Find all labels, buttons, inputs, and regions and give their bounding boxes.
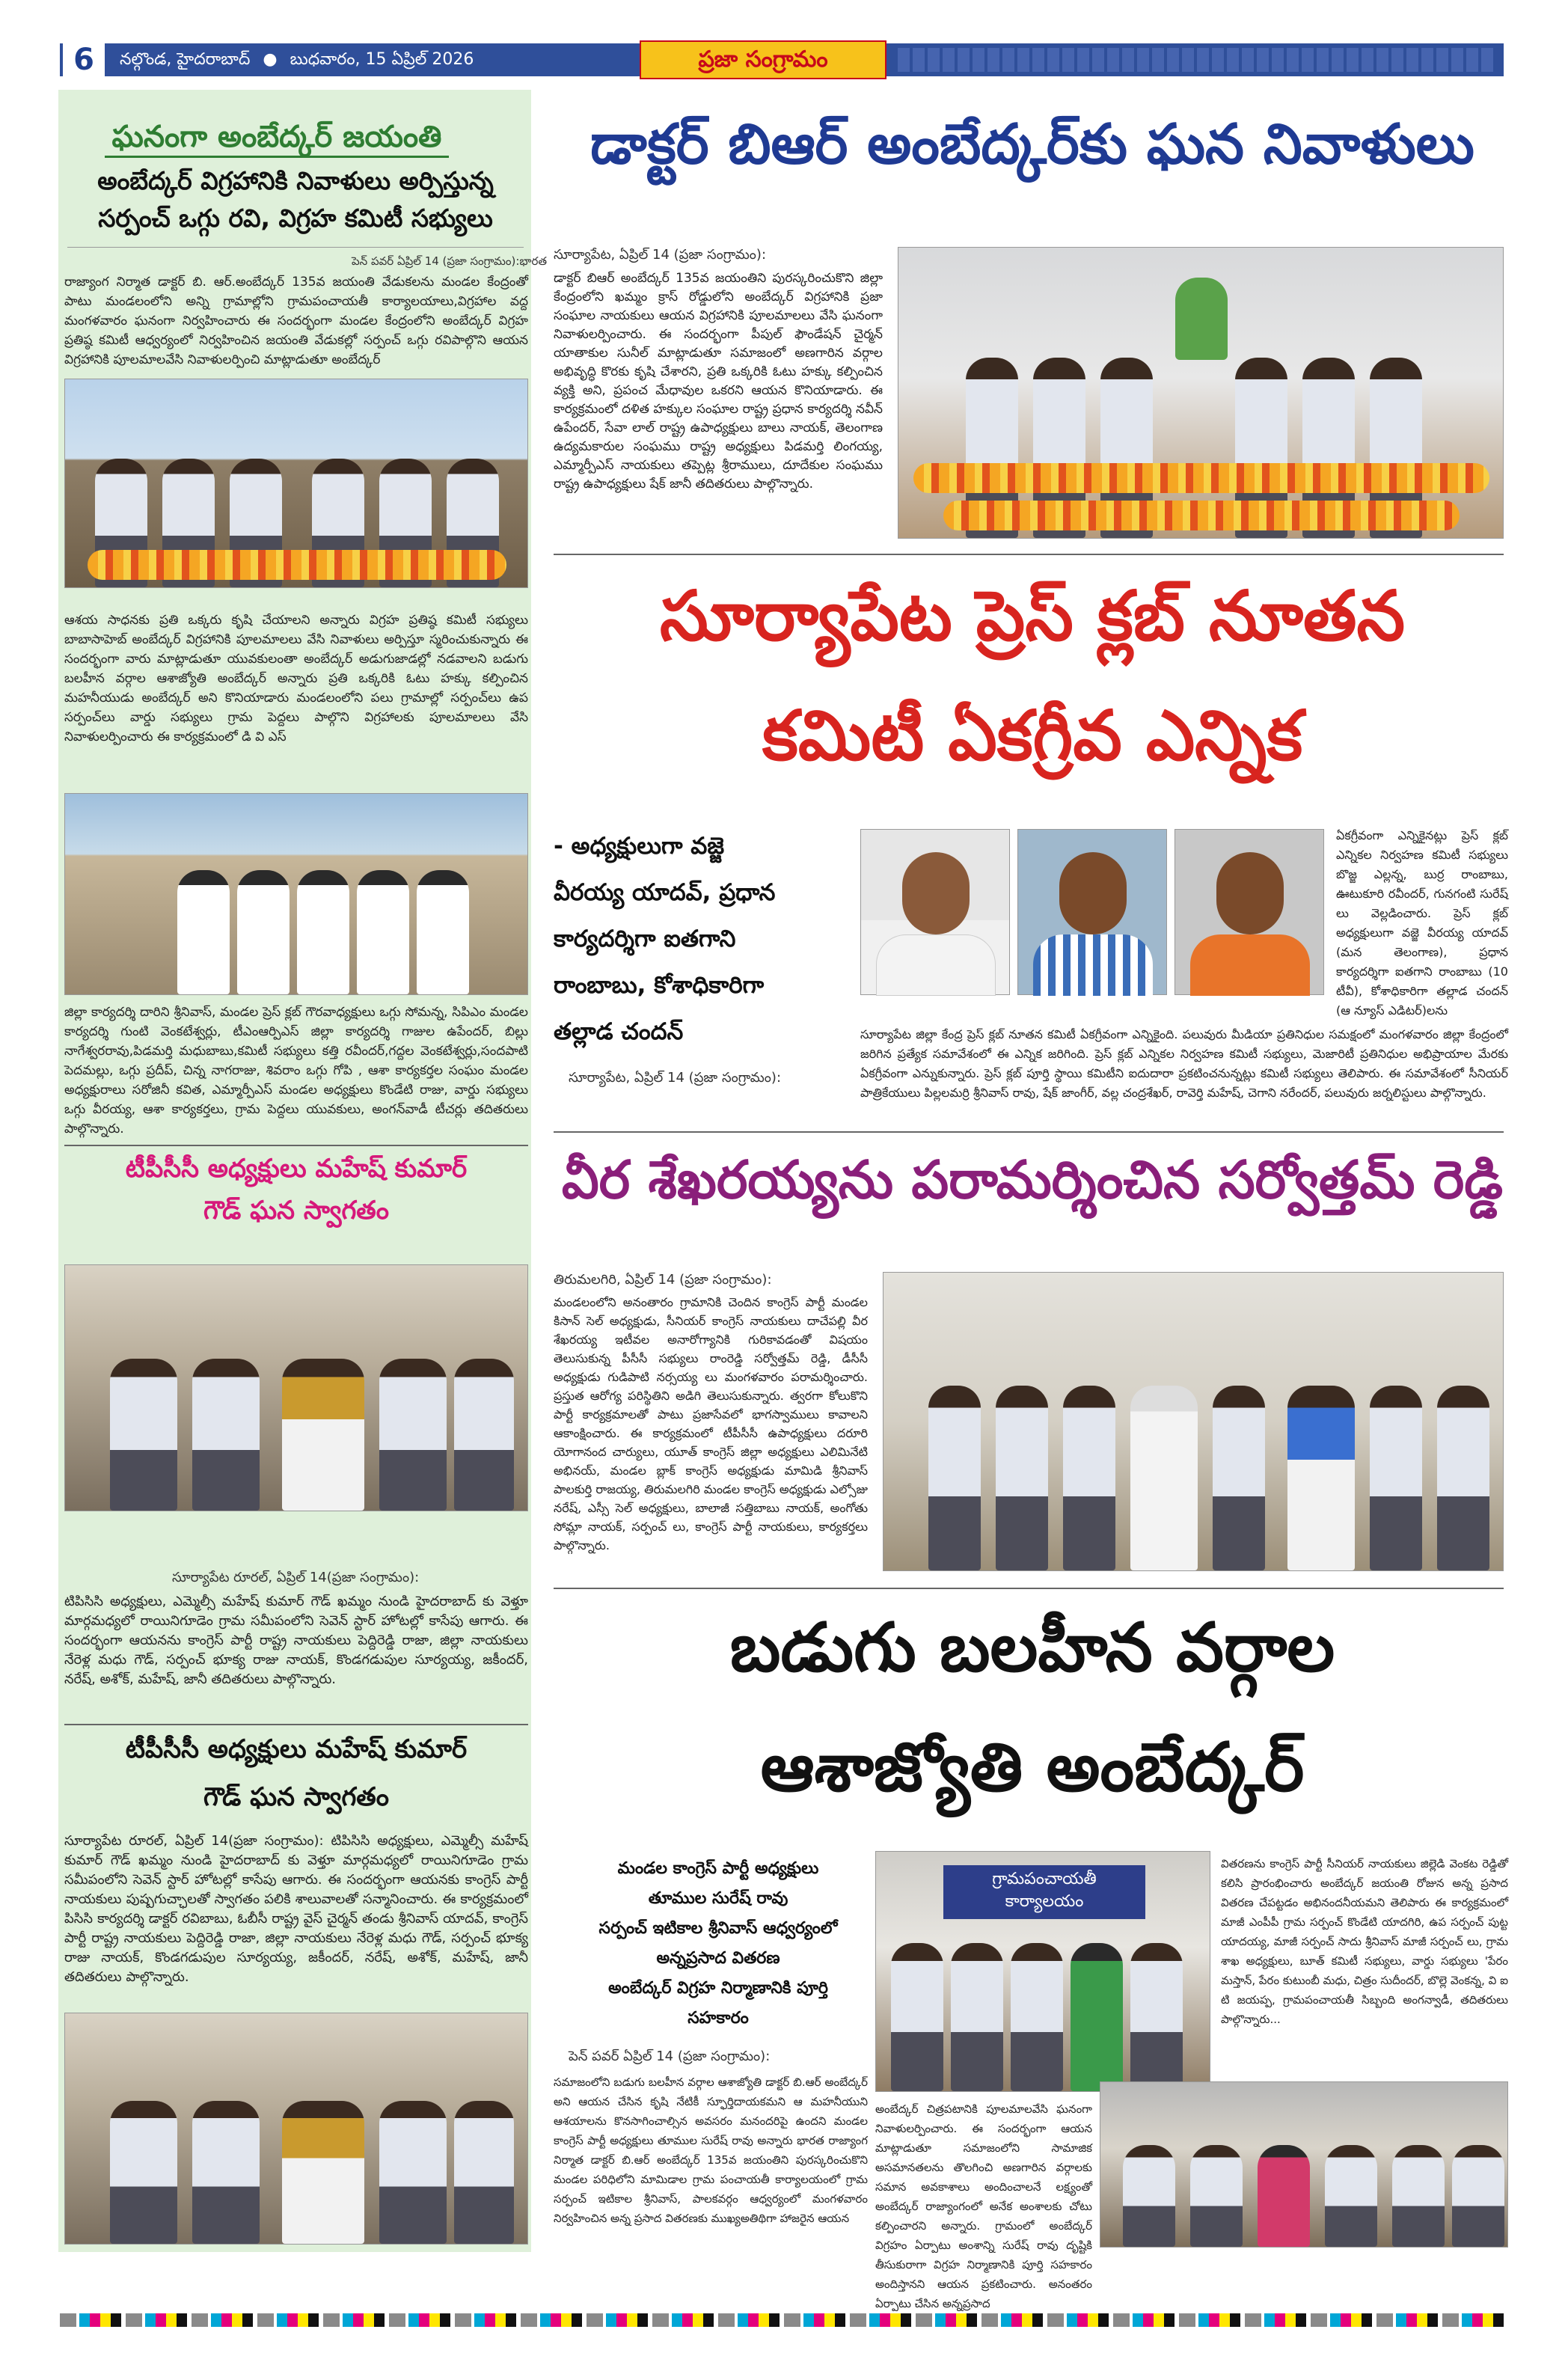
person-figure [1258, 2145, 1310, 2247]
person-figure [237, 870, 290, 994]
person-figure [1325, 2145, 1377, 2247]
person-figure [454, 2101, 514, 2244]
photo-portrait-treasurer [1175, 829, 1324, 995]
header-date: బుధవారం, 15 ఏప్రిల్ 2026 [290, 50, 474, 69]
left-story1-kicker: ఘనంగా అంబేద్కర్ జయంతి [111, 120, 442, 154]
panchayat-banner: గ్రామపంచాయతీ కార్యాలయం [943, 1865, 1145, 1919]
photo-portrait-president [860, 829, 1010, 995]
subhead-line: మండల కాంగ్రెస్ పార్టీ అధ్యక్షులు [617, 1859, 819, 1878]
portrait-shirt [876, 934, 996, 996]
right-story3-para: మండలంలోని అనంతారం గ్రామానికి చెందిన కాంగ్రెస్ పార్టీ మండల కిసాన్ సెల్ అధ్యక్షుడు, సీనియర్ కాంగ్రెస్ నాయకులు దాచేపల్లి వీర శేఖరయ్య ఇటీవల అనారోగ్యానికి గురికావడంతో విషయం తెలుసుకున్న పీసీసీ సభ్యులు రాంరెడ్డి సర్వోత్తమ్ రెడ్డి, డీసీసీ అధ్యక్షుడు గుడిపాటి నర్సయ్య లు మంగళవారం పరామర్శించారు. ప్రస్తుత ఆరోగ్య పరిస్థితిని అడిగి తెలుసుకున్నారు. త్వరగా కోలుకొని పార్టీ కార్యక్రమాలతో పాటు ప్రజాసేవలో భాగస్వాములు కావాలని ఆకాంక్షించారు. ఈ కార్యక్రమంలో టీపీసీసీ ఉపాధ్యక్షులు దరూరి యోగానంద చార్యులు, యూత్ కాంగ్రెస్ జిల్లా అధ్యక్షులు ఎలిమినేటి అభినయ్, మండల బ్లాక్ కాంగ్రెస్ అధ్యక్షుడు మామిడి శ్రీనివాస్ పాలకుర్తి రాజయ్య, తిరుమలగిరి మండల కాంగ్రెస్ అధ్యక్షుడు ఎల్సోజు నరేష్, ఎస్సీ సెల్ అధ్యక్షులు, బాలాజీ సత్తిబాబు నాయక్, అంగోతు సోమ్లా నాయక్, సర్పంచ్ లు, కాంగ్రెస్ పార్టీ నాయకులు, కార్యకర్తలు పాల్గొన్నారు. [554, 1295, 868, 1552]
left-story2-title-1: టీపీసీసీ అధ్యక్షులు మహేష్ కుమార్ [125, 1154, 468, 1184]
left-story1-para2: ఆశయ సాధనకు ప్రతి ఒక్కరు కృషి చేయాలని అన్నారు విగ్రహ ప్రతిష్ఠ కమిటీ సభ్యులు బాబాసాహెబ్ అంబేద్కర్ విగ్రహానికి పూలమాలలు వేసి నివాళులు అర్పిస్తూ స్మరించుకున్నారు ఈ సందర్భంగా వారు మాట్లాడుతూ యువకులంతా అంబేద్కర్ అడుగుజాడల్లో నడవాలని బడుగు బలహీన వర్గాల ఆశాజ్యోతి అంబేద్కర్ అన్నారు ప్రతి ఒక్కరికి ఓటు హక్కు కల్పించిన మహనీయుడు అంబేద్కర్ అని కొనియాడారు మండలంలోని పలు గ్రామాల్లో సర్పంచ్‌లు ఉప సర్పంచ్‌లు వార్డు సభ్యులు గ్రామ పెద్దలు పాల్గొని విగ్రహాలకు పూలమాలలు వేసి నివాళులర్పించారు ఈ కార్యక్రమంలో డి వి ఎస్ [64, 613, 528, 744]
kicker-underline [105, 156, 449, 158]
masthead-title: ప్రజా సంగ్రామం [698, 46, 828, 73]
person-figure [417, 870, 469, 994]
person-figure [379, 1359, 447, 1511]
photo-food-distribution [1100, 2081, 1508, 2248]
divider [67, 247, 524, 248]
right-story2-para-right: ఏకగ్రీవంగా ఎన్నికైనట్లు ప్రెస్ క్లబ్ ఎన్నికల నిర్వహణ కమిటీ సభ్యులు బొజ్జ ఎల్లన్న, బుర్ర రాంబాబు, ఊటుకూరి రవీందర్, గునగంటి సురేష్ లు వెల్లడించారు. ప్రెస్ క్లబ్ అధ్యక్షులుగా వజ్జె వీరయ్య యాదవ్ (మన తెలంగాణ), ప్రధాన కార్యదర్శిగా ఐతగాని రాంబాబు (10 టీవీ), కోశాధికారిగా తల్లాడ చందన్ (ఆ న్యూస్ ఎడిటర్)లను [1336, 828, 1508, 1018]
flower-garland [913, 463, 1489, 493]
photo-welcome-mahesh-kumar-2 [64, 2013, 528, 2245]
person-figure [928, 1386, 981, 1570]
left-story2-title-2: గౌడ్ ఘన స్వాగతం [203, 1196, 389, 1226]
portrait-face [1059, 852, 1127, 934]
footer-registration-strip [60, 2313, 1504, 2327]
right-story4-para-right: వితరణను కాంగ్రెస్ పార్టీ సీనియర్ నాయకులు జిల్లెడి వెంకట రెడ్డితో కలిసి ప్రారంభించారు అంబేద్కర్ జయంతి రోజున అన్న ప్రసాద వితరణ చేపట్టడం అభినందనీయమని తెలిపారు ఈ కార్యక్రమంలో మాజీ ఎంపీపీ గ్రామ సర్పంచ్ కొండేటి యాదగిరి, ఉప సర్పంచ్ పుట్ట యాదయ్య, మాజీ సర్పంచ్ సాదు శ్రీనివాస్ మాజీ సర్పంచ్ లు, గ్రామ శాఖ అధ్యక్షులు, బూత్ కమిటీ సభ్యులు, వార్డు సభ్యులు 'పేరం మస్తాన్, పేరం కుటుంబీ మధు, చిత్రం సుదీందర్, బొల్లె వెంకన్న, వి ఐ టి జయప్ప, గ్రామపంచాయతీ సిబ్బంది అంగన్వాడీ, తదితరులు పాల్గొన్నారు... [1221, 1857, 1508, 2026]
right-story4-headline-2: ఆశాజ్యోతి అంబేద్కర్ [760, 1728, 1305, 1807]
right-story2-headline-1: సూర్యాపేట ప్రెస్ క్లబ్ నూతన [659, 576, 1406, 656]
right-story4-para-left: సమాజంలోని బడుగు బలహీన వర్గాల ఆశాజ్యోతి డాక్టర్ బి.ఆర్ అంబేద్కర్ అని ఆయన చేసిన కృషి నేటికీ స్ఫూర్తిదాయకమని ఆ మహనీయుని ఆశయాలను కొనసాగించాల్సిన అవసరం మనందరిపై ఉందని మండల కాంగ్రెస్ పార్టీ అధ్యక్షులు తూముల సురేష్ రావు అన్నారు భారత రాజ్యాంగ నిర్మాత డాక్టర్ బి.ఆర్ అంబేద్కర్ 135వ జయంతిని పురస్కరించుకొని మండల పరిధిలోని మామిడాల గ్రామ పంచాయతీ కార్యాలయంలో గ్రామ సర్పంచ్ ఇటికాల శ్రీనివాస్, పాలకవర్గం ఆధ్వర్యంలో మంగళవారం నిర్వహించిన అన్న ప్రసాద వితరణకు ముఖ్యఅతిథిగా హాజరైన ఆయన [554, 2075, 868, 2225]
person-figure [996, 1386, 1048, 1570]
right-story1-para: డాక్టర్ బిఆర్ అంబేద్కర్ 135వ జయంతిని పురస్కరించుకొని జిల్లా కేంద్రంలోని ఖమ్మం క్రాస్ రోడ్డులోని అంబేద్కర్ విగ్రహానికి ప్రజా సంఘాల నాయకులు ఆయన విగ్రహానికి పూలమాలలు వేసి ఘనంగా నివాళులర్పించారు. ఈ సందర్భంగా పీపుల్ ఫౌండేషన్ చైర్మన్ యాతాకుల సునీల్ మాట్లాడుతూ సమాజంలో అణగారిన వర్గాల అభివృద్ధి కొరకు కృషి చేశారని, ప్రతి ఒక్కరికి ఓటు హక్కు కల్పించిన వ్యక్తి అని, ప్రపంచ మేధావుల ఒకరని ఆయన కొనియాడారు. ఈ కార్యక్రమంలో దళిత హక్కుల సంఘాల రాష్ట్ర ప్రధాన కార్యదర్శి నవీన్ ఉపేందర్, సేవా లాల్ రాష్ట్ర ఉపాధ్యక్షులు బాలు నాయక్, తెలంగాణ ఉద్యమకారుల సంఘము రాష్ట్ర అధ్యక్షులు పిడమర్తి లింగయ్య, ఎమ్మార్పీఎస్ నాయకులు తప్పెట్ల శ్రీరాములు, దూదేకుల సంఘము రాష్ట్ర ఉపాధ్యక్షులు షేక్ జానీ తదితరులు పాల్గొన్నారు. [554, 271, 883, 492]
statue-shape [1175, 278, 1228, 360]
photo-women-procession [64, 793, 528, 995]
subhead-line: కార్యదర్శిగా ఐతగాని [554, 925, 736, 952]
person-figure [1287, 1386, 1355, 1570]
masthead-logo [640, 40, 886, 79]
subhead-line: వీరయ్య యాదవ్, ప్రధాన [554, 879, 776, 906]
person-figure [282, 1359, 364, 1511]
person-figure [379, 2101, 447, 2244]
flower-garland [88, 550, 506, 580]
subhead-line: తూముల సురేష్ రావు [648, 1889, 788, 1908]
photo-welcome-mahesh-kumar-1 [64, 1264, 528, 1511]
subhead-line: రాంబాబు, కోశాధికారిగా [554, 972, 765, 999]
right-story2-subhead [554, 823, 853, 1055]
photo-visit-veera-sekharaiah [883, 1272, 1504, 1571]
right-story4-para-mid: అంబేద్కర్ చిత్రపటానికి పూలమాలవేసి ఘనంగా నివాళులర్పించారు. ఈ సందర్భంగా ఆయన మాట్లాడుతూ సమాజంలోని సామాజిక అసమానతలను తొలగించి అణగారిన వర్గాలకు సమాన అవకాశాలు అందించాలనే లక్ష్యంతో అంబేద్కర్ రాజ్యాంగంలో అనేక అంశాలకు చోటు కల్పించారని అన్నారు. గ్రామంలో అంబేద్కర్ విగ్రహం ఏర్పాటు అంశాన్ని సురేష్ రావు దృష్టికి తీసుకురాగా విగ్రహ నిర్మాణానికి పూర్తి సహకారం అందిస్తానని ఆయన ప్రకటించారు. అనంతరం ఏర్పాటు చేసిన అన్నప్రసాద [875, 2102, 1092, 2310]
portrait-face [902, 852, 970, 934]
bullet-icon: ● [263, 50, 278, 69]
photo-panchayat-office [875, 1851, 1210, 2092]
left-story3-title-1: టీపీసీసీ అధ్యక్షులు మహేష్ కుమార్ [125, 1734, 468, 1764]
right-story2-headline-2: కమిటీ ఏకగ్రీవ ఎన్నిక [762, 696, 1303, 776]
subhead-line: - అధ్యక్షులుగా వజ్జె [554, 833, 724, 860]
right-story4-headline-1: బడుగు బలహీన వర్గాల [729, 1609, 1335, 1687]
right-story1-dateline: సూర్యాపేట, ఏప్రిల్ 14 (ప్రజా సంగ్రామం): [554, 247, 767, 263]
right-story4-dateline: పెన్ పవర్ ఏప్రిల్ 14 (ప్రజా సంగ్రామం): [569, 2049, 771, 2064]
right-story4-subhead [554, 1854, 883, 2034]
subhead-line: అన్నప్రసాద వితరణ [656, 1949, 780, 1968]
person-figure [192, 1359, 260, 1511]
left-story2-dateline: సూర్యాపేట రూరల్, ఏప్రిల్ 14(ప్రజా సంగ్రామం): [172, 1570, 420, 1585]
divider [554, 1131, 1504, 1133]
person-figure [192, 2101, 260, 2244]
person-figure [1063, 1386, 1115, 1570]
person-figure [1011, 1943, 1063, 2091]
header-location: నల్గొండ, హైదరాబాద్ [120, 50, 251, 69]
person-figure [110, 1359, 177, 1511]
left-story1-title-1: అంబేద్కర్ విగ్రహానికి నివాళులు అర్పిస్తున్న [97, 166, 494, 195]
left-story1-para1: రాజ్యాంగ నిర్మాత డాక్టర్ బి. ఆర్.అంబేద్కర్ 135వ జయంతి వేడుకలను మండల కేంద్రంతో పాటు మండలంలోని అన్ని గ్రామాల్లోని గ్రామపంచాయతీ కార్యాలయాలు,విగ్రహాల వద్ద మంగళవారం ఘనంగా నిర్వహించారు ఈ సందర్భంగా మండల కేంద్రంలోని అంబేద్కర్ విగ్రహ ప్రతిష్ఠ కమిటీ ఆధ్వర్యంలో నిర్వహించిన జయంతి వేడుకల్లో సర్పంచ్ ఒగ్గు రవిపాల్గొని ఆయన విగ్రహానికి పూలమాలవేసి నివాళులర్పించి మాట్లాడుతూ అంబేద్కర్ [64, 275, 528, 367]
person-figure [891, 1943, 943, 2091]
person-figure [177, 870, 230, 994]
photo-portrait-secretary [1017, 829, 1167, 995]
left-story3-title-2: గౌడ్ ఘన స్వాగతం [203, 1782, 389, 1812]
person-figure [1071, 1943, 1123, 2091]
left-story3-para: సూర్యాపేట రూరల్, ఏప్రిల్ 14(ప్రజా సంగ్రామం): టిపిసిసి అధ్యక్షులు, ఎమ్మెల్సీ మహేష్ కుమార్ గౌడ్ ఖమ్మం నుండి హైదరాబాద్ కు వెళ్తూ మార్గమధ్యలో రాయినిగూడెం గ్రామ సమీపంలోని సెవెన్ స్టార్ హోటల్లో కాసేపు ఆగారు. ఈ సందర్భంగా ఆయనకు కాంగ్రెస్ పార్టీ నాయకులు పుష్పగుచ్ఛాలతో స్వాగతం పలికి శాలువాలతో సన్మానించారు. ఈ కార్యక్రమంలో పిసిసి కార్యదర్శి డాక్టర్ రవిబాబు, ఓబీసీ రాష్ట్ర వైస్ చైర్మన్ తండు శ్రీనివాస్ యాదవ్, కాంగ్రెస్ పార్టీ రాష్ట్ర నాయకులు పెద్దిరెడ్డి రాజా, జిల్లా నాయకులు నేరెళ్ల మధు గౌడ్, సర్పంచ్ భూక్య రాజు నాయక్, కొండగడుపుల సూర్యయ్య, జకీందర్, నరేష్, అశోక్, మహేష్, జానీ తదితరులు పాల్గొన్నారు. [64, 1833, 528, 1985]
right-story2-dateline: సూర్యాపేట, ఏప్రిల్ 14 (ప్రజా సంగ్రామం): [569, 1070, 782, 1086]
person-figure [110, 2101, 177, 2244]
person-figure [1392, 2145, 1445, 2247]
person-figure [1213, 1386, 1265, 1570]
left-story2-para: టిపిసిసి అధ్యక్షులు, ఎమ్మెల్సీ మహేష్ కుమార్ గౌడ్ ఖమ్మం నుండి హైదరాబాద్ కు వెళ్తూ మార్గమధ్యలో రాయినిగూడెం గ్రామ సమీపంలోని సెవెన్ స్టార్ హోటల్లో కాసేపు ఆగారు. ఈ సందర్భంగా ఆయనను కాంగ్రెస్ పార్టీ రాష్ట్ర నాయకులు పెద్దిరెడ్డి రాజా, జిల్లా నాయకులు నేరెళ్ల మధు గౌడ్, సర్పంచ్ భూక్య రాజు నాయక్, కొండగడుపుల సూర్యయ్య, జకీందర్, నరేష్, అశోక్, మహేష్, జానీ తదితరులు పాల్గొన్నారు. [64, 1594, 528, 1687]
person-figure [357, 870, 409, 994]
divider [554, 554, 1504, 555]
subhead-line: అంబేద్కర్ విగ్రహ నిర్మాణానికి పూర్తి [608, 1979, 828, 1998]
portrait-shirt [1190, 934, 1310, 996]
right-story2-para-bottom: సూర్యాపేట జిల్లా కేంద్ర ప్రెస్ క్లబ్ నూతన కమిటీ ఏకగ్రీవంగా ఎన్నికైంది. పలువురు మీడియా ప్రతినిధుల సమక్షంలో మంగళవారం జిల్లా కేంద్రంలో జరిగిన ప్రత్యేక సమావేశంలో ఈ ఎన్నిక జరిగింది. ప్రెస్ క్లబ్ ఎన్నికల నిర్వహణ కమిటీ సభ్యులు, మెజారిటీ ప్రతినిధుల అభిప్రాయాల మేరకు ఏకగ్రీవంగా ఎన్నుకున్నారు. ప్రెస్ క్లబ్ పూర్తి స్థాయి కమిటీని ఐదుదారా ప్రకటించనున్నట్లు కమిటీ సభ్యులు తెలిపారు. ఈ సమావేశంలో సీనియర్ పాత్రికేయులు పిల్లలమర్రి శ్రీనివాస్ రావు, షేక్ జాంగీర్, వల్ల చంద్రశేఖర్, రావెర్తి మహేష్, చెగాని నరేందర్, పలువురు జర్నలిస్టులు పాల్గొన్నారు. [860, 1027, 1508, 1100]
photo-ambedkar-statue-village [64, 379, 528, 588]
person-figure [1452, 2145, 1504, 2247]
person-figure [454, 1359, 514, 1511]
left-story1-para3: జిల్లా కార్యదర్శి దారిని శ్రీనివాస్, మండల ప్రెస్ క్లబ్ గౌరవాధ్యక్షులు ఒగ్గు సోమన్న, సిపిఎం మండల కార్యదర్శి గుంటి వెంకటేశ్వర్లు, టీఎంఆర్పిఎస్ జిల్లా కార్యదర్శి గాజుల ఉపేందర్, బిల్లు నాగేశ్వరరావు,పిడమర్తి మధుబాబు,కమిటీ సభ్యులు కత్తి రవీందర్,గద్దల వెంకటేశ్వర్లు,సందపాటి పెదమల్లు, ఒగ్గు ప్రదీప్, చిన్న నాగరాజు, శివరాం ఒగ్గు గోపి , ఆశా కార్యకర్తల సంఘం మండల అధ్యక్షురాలు సరోజినీ కవిత, ఎమ్మార్పీఎస్ మండల అధ్యక్షులు కొండేటి రాజు, వార్డు సభ్యులు ఒగ్గు వీరయ్య, ఆశా కార్యకర్తలు, గ్రామ పెద్దలు యువకులు, అంగన్‌వాడీ టీచర్లు తదితరులు పాల్గొన్నారు. [64, 1005, 528, 1136]
person-figure [951, 1943, 1003, 2091]
left-story1-dateline: పెన్ పవర్ ఏప్రిల్ 14 (ప్రజా సంగ్రామం):భారత [352, 254, 548, 268]
subhead-line: సహకారం [687, 2009, 749, 2028]
photo-ambedkar-statue-tribute [898, 247, 1504, 539]
header-pattern [898, 48, 1496, 72]
person-figure [1190, 2145, 1243, 2247]
person-figure [1370, 1386, 1422, 1570]
right-story1-headline: డాక్టర్ బిఆర్ అంబేద్కర్‌కు ఘన నివాళులు [590, 112, 1474, 177]
divider [64, 1145, 528, 1146]
person-figure [1123, 2145, 1175, 2247]
left-story1-title-2: సర్పంచ్ ఒగ్గు రవి, విగ్రహ కమిటీ సభ్యులు [98, 204, 493, 233]
person-figure [282, 2101, 364, 2244]
portrait-face [1216, 852, 1284, 934]
divider [64, 1724, 528, 1725]
right-story3-dateline: తిరుమలగిరి, ఏప్రిల్ 14 (ప్రజా సంగ్రామం): [554, 1272, 772, 1288]
subhead-line: తల్లాడ చందన్ [554, 1018, 684, 1045]
divider [554, 1588, 1504, 1589]
page-number: 6 [63, 42, 105, 78]
flower-garland [943, 501, 1460, 530]
person-figure [1130, 1943, 1183, 2091]
header-location-date [120, 46, 474, 73]
subhead-line: సర్పంచ్ ఇటికాల శ్రీనివాస్ ఆధ్వర్యంలో [598, 1919, 838, 1938]
person-figure [1130, 1386, 1198, 1570]
right-story3-headline: వీర శేఖరయ్యను పరామర్శించిన సర్వోత్తమ్ రెడ్డి [561, 1149, 1504, 1211]
person-figure [297, 870, 349, 994]
person-figure [1437, 1386, 1489, 1570]
portrait-shirt [1033, 934, 1153, 996]
